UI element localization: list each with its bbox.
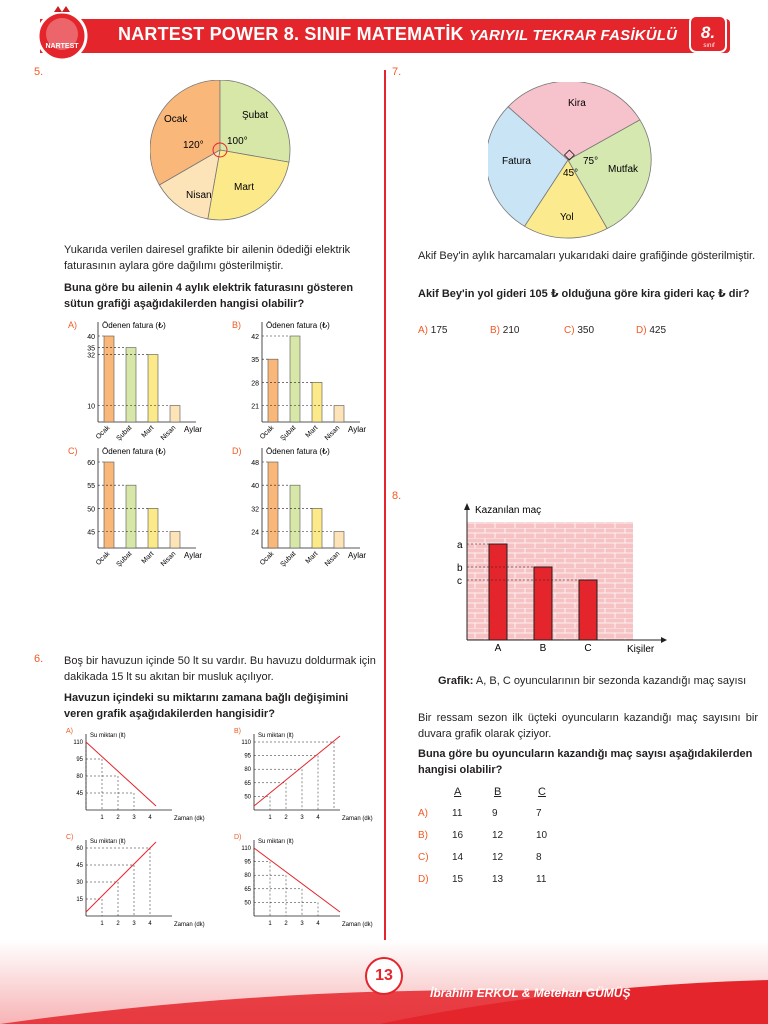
q5-option-letter: A) xyxy=(68,320,77,330)
q5-xtick: Mart xyxy=(140,550,156,566)
q5-bar xyxy=(290,485,300,548)
q5-option-letter: B) xyxy=(232,320,241,330)
page-header xyxy=(0,0,768,62)
q5-ytick: 55 xyxy=(87,483,95,491)
q8-grafik-label: Grafik: xyxy=(438,675,474,687)
q5-bar xyxy=(334,531,344,548)
q5-ytick: 21 xyxy=(251,403,259,411)
q5-pie-chart xyxy=(150,80,300,230)
nartest-logo xyxy=(32,4,94,62)
q8-number: 8. xyxy=(392,490,402,502)
q6-ytick: 65 xyxy=(244,886,251,893)
q5-ytick: 40 xyxy=(251,483,259,491)
q8-bar xyxy=(534,567,552,640)
q6-xtick: 3 xyxy=(132,815,136,821)
option-value: 425 xyxy=(646,325,667,336)
q6-line xyxy=(86,742,156,806)
q5-bar xyxy=(268,359,278,422)
q6-xtick: 3 xyxy=(132,921,136,927)
q5-option-chart xyxy=(236,446,386,568)
q6-ylabel: Su miktarı (lt) xyxy=(90,733,126,739)
footer-authors: İbrahim ERKOL & Metehan GÜMÜŞ xyxy=(430,986,631,1000)
q7-option[interactable] xyxy=(564,325,594,336)
q5-text: Yukarıda verilen dairesel grafikte bir ailenin ödediği elektrik faturasının aylara göre dağılımı gösterilmiştir. xyxy=(64,244,351,272)
q8-option-letter[interactable]: D) xyxy=(418,874,429,885)
q5-xtick: Şubat xyxy=(115,550,134,568)
q6-xtick: 4 xyxy=(316,815,320,821)
q6-ytick: 110 xyxy=(241,846,251,852)
q7-option[interactable] xyxy=(418,325,447,336)
q5-bar xyxy=(104,336,114,422)
q5-option-letter: C) xyxy=(68,446,78,456)
q5-bar xyxy=(290,336,300,422)
pie-label: Şubat xyxy=(242,110,269,121)
q5-xlabel: Aylar xyxy=(348,425,367,434)
q6-xlabel: Zaman (dk) xyxy=(174,816,205,822)
q5-xtick: Şubat xyxy=(279,550,298,568)
q5-ytick: 50 xyxy=(87,506,95,514)
q6-option-letter: C) xyxy=(66,834,74,841)
q6-ytick: 45 xyxy=(76,791,83,797)
option-letter: D) xyxy=(636,325,647,336)
q8-text2: Bir ressam sezon ilk üçteki oyuncuların kazandığı maç sayısını bir duvara grafik olarak çiziyor. xyxy=(418,712,758,740)
title-sub: YARIYIL TEKRAR FASİKÜLÜ xyxy=(468,27,678,44)
q5-ylabel: Ödenen fatura (₺) xyxy=(266,447,330,456)
q8-ylabel: Kazanılan maç xyxy=(475,505,542,516)
pie-label: Mart xyxy=(234,182,254,193)
q5-bar xyxy=(312,382,322,422)
q6-text: Boş bir havuzun içinde 50 lt su vardır. Bu havuzu doldurmak için dakikada 15 lt su akıtan bir musluk açılıyor. xyxy=(64,655,376,683)
q6-xtick: 4 xyxy=(148,815,152,821)
q8-bar xyxy=(579,580,597,640)
q8-ytick: c xyxy=(457,576,462,587)
q5-xtick: Ocak xyxy=(94,424,112,441)
q5-ylabel: Ödenen fatura (₺) xyxy=(102,321,166,330)
option-value: 175 xyxy=(428,325,448,336)
q6-ytick: 30 xyxy=(76,880,83,886)
option-letter: C) xyxy=(564,325,575,336)
q8-table-cell: 12 xyxy=(492,830,504,841)
q7-option[interactable] xyxy=(490,325,519,336)
q6-xtick: 1 xyxy=(268,815,272,821)
q5-ylabel: Ödenen fatura (₺) xyxy=(102,447,166,456)
q6-xlabel: Zaman (dk) xyxy=(342,816,373,822)
pie-angle: 120° xyxy=(183,140,204,151)
q6-line xyxy=(254,736,340,806)
grade-badge xyxy=(688,14,728,54)
q6-ylabel: Su miktarı (lt) xyxy=(258,733,294,739)
q6-xtick: 1 xyxy=(100,921,104,927)
q5-bar xyxy=(334,405,344,422)
q6-xlabel: Zaman (dk) xyxy=(174,922,205,928)
pie-angle: 100° xyxy=(227,136,248,147)
pie-label: Yol xyxy=(560,212,574,223)
page-title xyxy=(118,24,677,45)
badge-text: 8. xyxy=(700,23,716,42)
q6-xtick: 2 xyxy=(284,921,288,927)
q6-ytick: 50 xyxy=(244,900,251,907)
q6-ytick: 80 xyxy=(244,873,251,880)
q5-xtick: Mart xyxy=(140,424,156,440)
q6-xtick: 4 xyxy=(148,921,152,927)
q6-option-letter: B) xyxy=(234,728,241,735)
q5-bar xyxy=(148,508,158,548)
q6-ytick: 80 xyxy=(76,774,83,780)
q6-ytick: 50 xyxy=(244,794,251,801)
q5-xtick: Mart xyxy=(304,424,320,440)
q5-ytick: 35 xyxy=(87,345,95,353)
q5-ylabel: Ödenen fatura (₺) xyxy=(266,321,330,330)
q5-bar xyxy=(170,531,180,548)
q5-bar xyxy=(170,405,180,422)
q6-ytick: 60 xyxy=(76,846,83,852)
q5-ytick: 35 xyxy=(251,357,259,365)
q6-ytick: 45 xyxy=(76,863,83,869)
q6-question: Havuzun içindeki su miktarını zamana bağlı değişimini veren grafik aşağıdakilerden hangisidir? xyxy=(64,692,349,720)
q6-option-chart xyxy=(66,728,216,828)
q8-table-header: B xyxy=(494,786,502,798)
q5-question: Buna göre bu ailenin 4 aylık elektrik faturasını gösteren sütun grafiği aşağıdakilerden hangisi olabilir? xyxy=(64,282,354,310)
q6-xtick: 3 xyxy=(300,815,304,821)
q8-xtick: C xyxy=(584,643,592,654)
q8-option-letter[interactable]: B) xyxy=(418,830,428,841)
q8-table-cell: 11 xyxy=(452,808,463,819)
q5-bar xyxy=(104,462,114,548)
q5-ytick: 45 xyxy=(87,529,95,537)
q8-table-cell: 10 xyxy=(536,830,548,841)
q6-ytick: 95 xyxy=(244,753,251,760)
option-letter: B) xyxy=(490,325,500,336)
q5-xlabel: Aylar xyxy=(348,551,367,560)
q8-option-letter[interactable]: A) xyxy=(418,808,428,819)
q8-table-cell: 16 xyxy=(452,830,464,841)
pie-label: Fatura xyxy=(502,156,531,167)
q5-xtick: Nisan xyxy=(159,424,178,442)
q8-ytick: b xyxy=(457,563,463,574)
q6-option-chart xyxy=(66,834,216,934)
q6-ytick: 110 xyxy=(73,740,83,746)
q7-number: 7. xyxy=(392,66,402,78)
q6-ytick: 65 xyxy=(244,780,251,787)
q6-xtick: 3 xyxy=(300,921,304,927)
q5-bar xyxy=(312,508,322,548)
q6-ytick: 95 xyxy=(76,757,83,763)
q6-ytick: 80 xyxy=(244,767,251,774)
q8-table-cell: 7 xyxy=(536,808,542,819)
q5-xtick: Ocak xyxy=(258,550,276,567)
q6-option-letter: A) xyxy=(66,728,73,735)
q8-option-letter[interactable]: C) xyxy=(418,852,429,863)
q8-table-cell: 13 xyxy=(492,874,504,885)
pie-label: Ocak xyxy=(164,114,188,125)
q6-xtick: 2 xyxy=(284,815,288,821)
q5-ytick: 10 xyxy=(87,403,95,411)
q8-table-header: A xyxy=(454,786,462,798)
q8-xlabel: Kişiler xyxy=(627,644,655,655)
q5-xtick: Nisan xyxy=(323,550,342,568)
q5-option-chart xyxy=(72,446,222,568)
q5-option-letter: D) xyxy=(232,446,242,456)
logo-text: NARTEST xyxy=(45,43,79,50)
q6-xtick: 1 xyxy=(268,921,272,927)
q5-bar xyxy=(148,355,158,422)
q8-table-cell: 12 xyxy=(492,852,504,863)
q8-xtick: A xyxy=(494,643,502,654)
q8-ytick: a xyxy=(457,540,463,551)
q7-pie-chart xyxy=(488,82,664,240)
q8-table-cell: 8 xyxy=(536,852,542,863)
q6-ylabel: Su miktarı (lt) xyxy=(90,839,126,845)
q6-option-letter: D) xyxy=(234,834,242,841)
q5-xlabel: Aylar xyxy=(184,425,203,434)
q5-xtick: Ocak xyxy=(94,550,112,567)
pie-angle: 75° xyxy=(583,156,599,167)
q5-ytick: 40 xyxy=(87,334,95,341)
option-letter: A) xyxy=(418,325,428,336)
q6-ytick: 110 xyxy=(241,740,251,746)
badge-sub: sınıf xyxy=(703,43,715,49)
q8-grafik-text: A, B, C oyuncularının bir sezonda kazandığı maç sayısı xyxy=(473,675,747,687)
q5-ytick: 60 xyxy=(87,460,95,467)
q5-xtick: Nisan xyxy=(323,424,342,442)
pie-label: Mutfak xyxy=(608,164,639,175)
q5-option-chart xyxy=(236,320,386,442)
q5-bar xyxy=(126,485,136,548)
q6-ytick: 95 xyxy=(244,859,251,866)
q6-xtick: 2 xyxy=(116,815,120,821)
pie-label: Kira xyxy=(568,98,586,109)
q8-table-cell: 15 xyxy=(452,874,464,885)
q6-ylabel: Su miktarı (lt) xyxy=(258,839,294,845)
q5-xtick: Mart xyxy=(304,550,320,566)
q6-ytick: 15 xyxy=(76,897,83,903)
pie-angle: 45° xyxy=(563,168,579,179)
q5-xtick: Ocak xyxy=(258,424,276,441)
q8-table-cell: 11 xyxy=(536,874,547,885)
q6-number: 6. xyxy=(34,653,44,665)
q5-ytick: 42 xyxy=(251,334,259,341)
q6-option-chart xyxy=(234,834,384,934)
q5-bar xyxy=(268,462,278,548)
q8-bar-chart xyxy=(455,498,675,658)
q5-ytick: 32 xyxy=(251,506,259,514)
q5-xlabel: Aylar xyxy=(184,551,203,560)
q7-text: Akif Bey'in aylık harcamaları yukarıdaki daire grafiğinde gösterilmiştir. xyxy=(418,250,756,262)
q6-xtick: 1 xyxy=(100,815,104,821)
q8-table-cell: 14 xyxy=(452,852,464,863)
q7-question: Akif Bey'in yol gideri 105 ₺ olduğuna göre kira gideri kaç ₺ dir? xyxy=(418,288,750,300)
pie-label: Nisan xyxy=(186,190,212,201)
q5-option-chart xyxy=(72,320,222,442)
q6-option-chart xyxy=(234,728,384,828)
q5-ytick: 24 xyxy=(251,529,259,537)
q5-xtick: Nisan xyxy=(159,550,178,568)
q5-xtick: Şubat xyxy=(279,424,298,442)
q5-xtick: Şubat xyxy=(115,424,134,442)
page-number: 13 xyxy=(375,967,393,984)
q8-text1 xyxy=(418,673,758,689)
q7-option[interactable] xyxy=(636,325,666,336)
q5-number: 5. xyxy=(34,66,44,78)
q6-xtick: 4 xyxy=(316,921,320,927)
q6-line xyxy=(86,842,156,912)
q8-bar xyxy=(489,544,507,640)
option-value: 350 xyxy=(574,325,595,336)
option-value: 210 xyxy=(500,325,520,336)
q5-ytick: 28 xyxy=(251,380,259,388)
pie-slice-subat xyxy=(220,80,290,162)
q6-xlabel: Zaman (dk) xyxy=(342,922,373,928)
q5-bar xyxy=(126,348,136,422)
q5-ytick: 48 xyxy=(251,460,259,467)
q6-xtick: 2 xyxy=(116,921,120,927)
q8-question: Buna göre bu oyuncuların kazandığı maç sayısı aşağıdakilerden hangisi olabilir? xyxy=(418,748,753,776)
title-main: NARTEST POWER 8. SINIF MATEMATİK xyxy=(118,24,464,44)
q5-ytick: 32 xyxy=(87,352,95,360)
q8-table-cell: 9 xyxy=(492,808,498,819)
q8-xtick: B xyxy=(539,643,547,654)
q8-table-header: C xyxy=(538,786,546,798)
